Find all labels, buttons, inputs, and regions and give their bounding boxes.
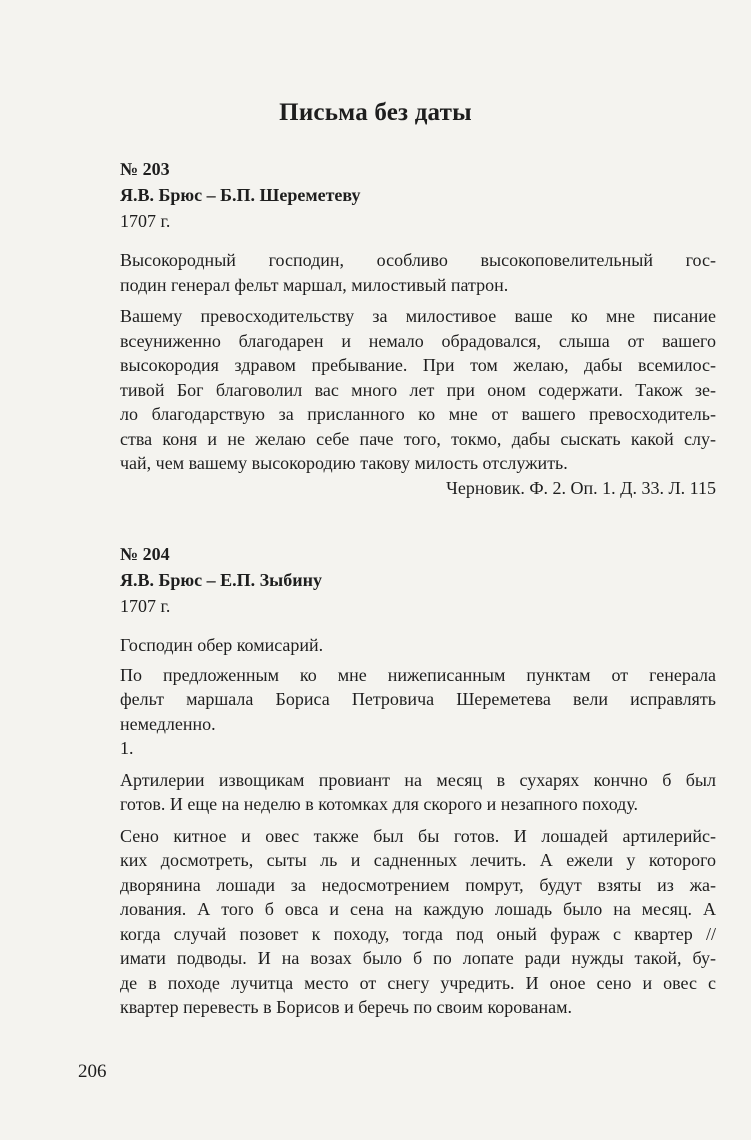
text-line: Сено китное и овес также был бы готов. И лошадей артилерийс- [120, 825, 716, 846]
text-line: Артилерии извощикам провиант на месяц в сухарях кончно б был [120, 769, 716, 790]
text-line: фельт маршала Бориса Петровича Шереметева вели исправлять [120, 689, 716, 709]
text-line: немедленно. [120, 713, 216, 734]
text-line: чай, чем вашему высокородию такову милость отслужить. [120, 453, 568, 473]
text-line: тивой Бог благоволил вас много лет при оном содержати. Також зе- [120, 379, 716, 400]
text-line: Господин обер комисарий. [120, 635, 324, 655]
text-line: 1. [120, 738, 134, 758]
text-line: Высокородный господин, особливо высокоповелительный гос- [120, 250, 716, 270]
page-number: 206 [78, 1061, 107, 1082]
text-line: ких досмотреть, сыты ль и садненных лечить. А ежели у которого [120, 850, 716, 870]
text-line: имати подводы. И на возах было б по лопате ради нужды такой, бу- [120, 948, 716, 968]
text-line: квартер перевесть в Борисов и беречь по своим корованам. [120, 997, 573, 1017]
letter-date: 1707 г. [120, 596, 171, 616]
letter-paragraph [120, 633, 716, 658]
letter-paragraph [120, 736, 716, 761]
page-title: Письма без даты [279, 99, 472, 126]
archive-reference: Черновик. Ф. 2. Оп. 1. Д. 33. Л. 115 [446, 477, 716, 498]
text-line: всеуниженно благодарен и немало обрадовался, слыша от вашего [120, 330, 716, 351]
letter-date: 1707 г. [120, 211, 171, 231]
text-line: ства коня и не желаю себе паче того, токмо, дабы сыскать какой слу- [120, 428, 716, 449]
letter-heading: Я.В. Брюс – Е.П. Зыбину [120, 570, 322, 590]
text-line: По предложенным ко мне нижеписанным пунктам от генерала [120, 664, 716, 685]
text-line: дворянина лошади за недосмотрением помрут, будут взяты из жа- [120, 874, 716, 895]
letter-paragraph [120, 663, 716, 737]
text-line: подин генерал фельт маршал, милостивый патрон. [120, 274, 509, 295]
text-line: лования. А того б овса и сена на каждую лошадь было на месяц. А [120, 899, 716, 919]
text-line: высокородия здравом пребывание. При том желаю, дабы всемилос- [120, 355, 716, 375]
text-line: де в походе лучитца место от снегу учредить. И оное сено и овес с [120, 972, 716, 993]
letter-heading: Я.В. Брюс – Б.П. Шереметеву [120, 185, 361, 205]
letter-paragraph [120, 768, 716, 817]
letter-number: № 204 [120, 544, 170, 564]
letter-number: № 203 [120, 159, 170, 179]
letter-paragraph [120, 824, 716, 1020]
letter-204 [120, 541, 716, 1020]
text-line: ло благодарствую за присланного ко мне от вашего превосходитель- [120, 404, 716, 424]
text-line: готов. И еще на неделю в котомках для скорого и незапного походу. [120, 794, 639, 814]
letter-paragraph [120, 248, 716, 297]
letter-paragraph [120, 304, 716, 476]
text-line: Вашему превосходительству за милостивое ваше ко мне писание [120, 306, 716, 326]
letter-203 [120, 156, 716, 500]
text-line: когда случай позовет к походу, тогда под оный фураж с квартер // [120, 923, 716, 944]
